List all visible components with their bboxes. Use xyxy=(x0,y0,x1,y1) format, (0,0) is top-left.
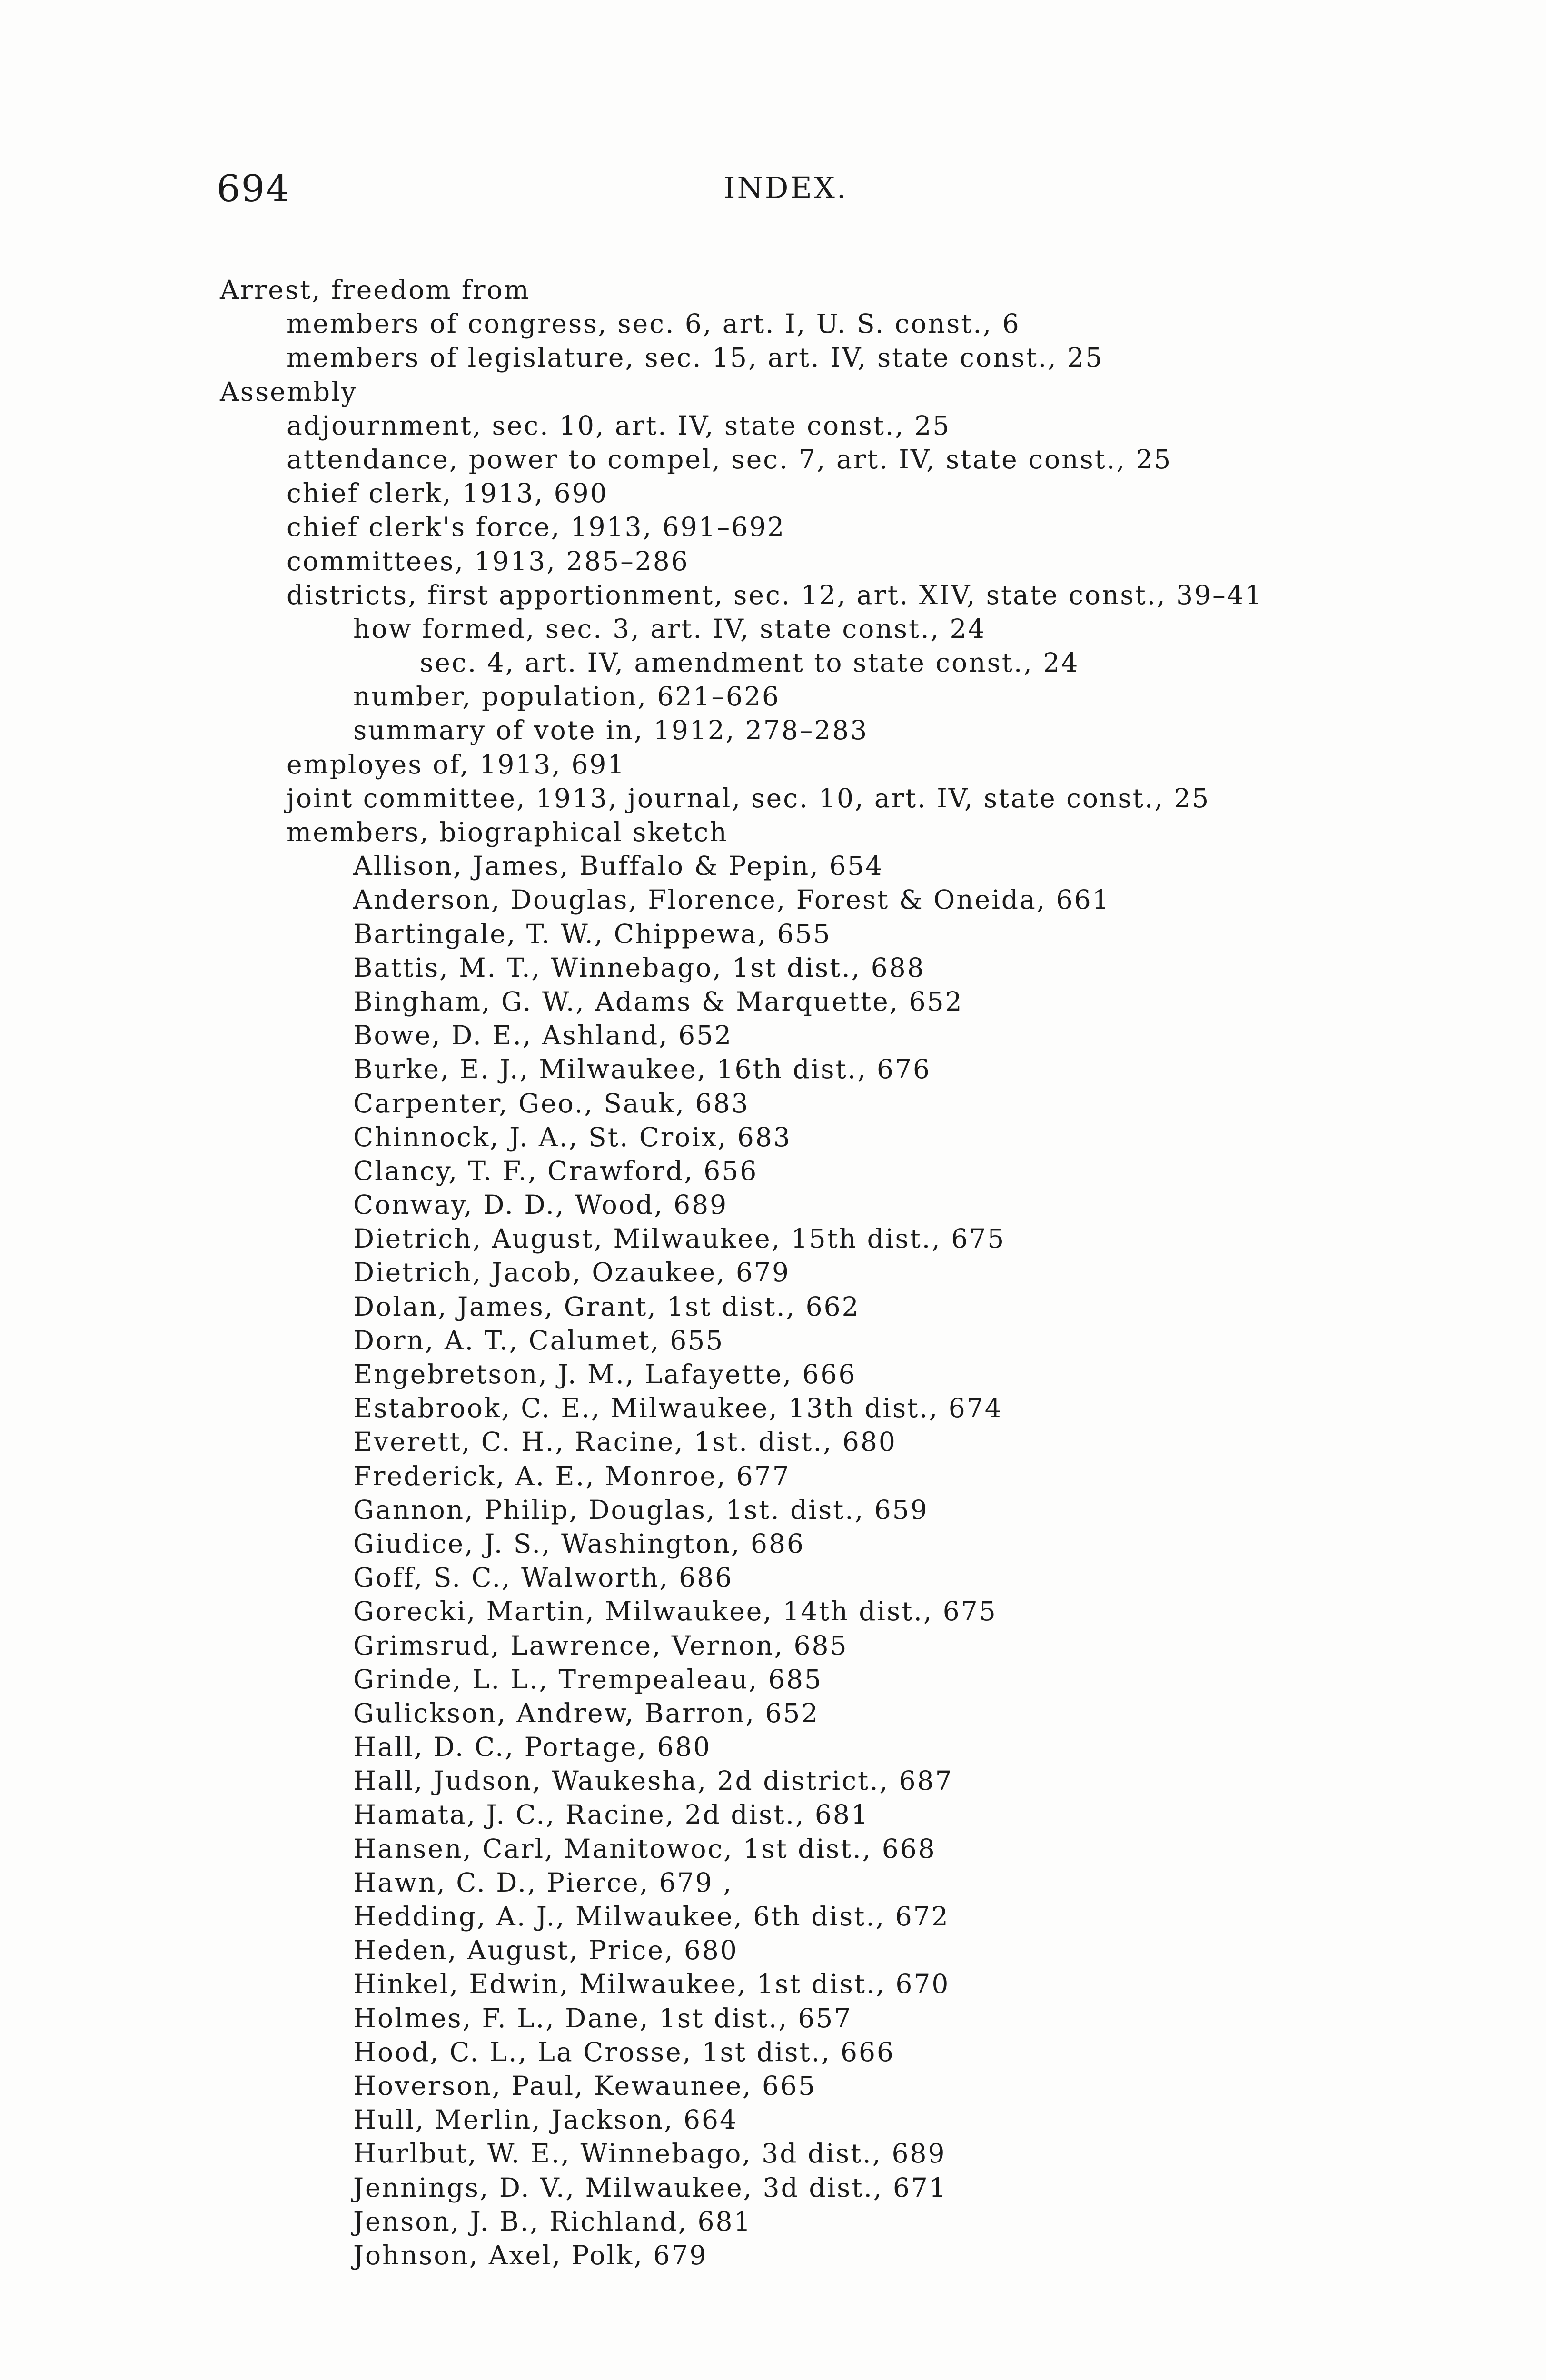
index-entry: districts, first apportionment, sec. 12, art. XIV, state const., 39–41 xyxy=(287,579,1263,610)
index-entry: members, biographical sketch xyxy=(287,817,728,847)
index-entry: Hamata, J. C., Racine, 2d dist., 681 xyxy=(353,1799,869,1830)
index-entry: Battis, M. T., Winnebago, 1st dist., 688 xyxy=(353,952,925,983)
index-entry: Hawn, C. D., Pierce, 679 , xyxy=(353,1867,733,1898)
index-entry: committees, 1913, 285–286 xyxy=(287,545,689,576)
index-entry: Estabrook, C. E., Milwaukee, 13th dist., 674 xyxy=(353,1393,1003,1424)
index-entry: joint committee, 1913, journal, sec. 10, art. IV, state const., 25 xyxy=(287,783,1210,813)
index-entry: Burke, E. J., Milwaukee, 16th dist., 676 xyxy=(353,1054,932,1085)
index-entry: Heden, August, Price, 680 xyxy=(353,1935,738,1966)
running-head: INDEX. xyxy=(723,170,848,205)
index-entry: Everett, C. H., Racine, 1st. dist., 680 xyxy=(353,1427,897,1458)
index-entry: Hansen, Carl, Manitowoc, 1st dist., 668 xyxy=(353,1833,936,1864)
index-entry: Hoverson, Paul, Kewaunee, 665 xyxy=(353,2070,816,2101)
index-entry: Hedding, A. J., Milwaukee, 6th dist., 672 xyxy=(353,1901,950,1932)
index-entry: Johnson, Axel, Polk, 679 xyxy=(353,2240,708,2271)
index-entry: Allison, James, Buffalo & Pepin, 654 xyxy=(353,851,884,882)
index-entry: Bingham, G. W., Adams & Marquette, 652 xyxy=(353,986,963,1017)
index-entry: Gorecki, Martin, Milwaukee, 14th dist., 675 xyxy=(353,1596,997,1627)
index-entry: chief clerk's force, 1913, 691–692 xyxy=(287,512,786,543)
index-entry: members of congress, sec. 6, art. I, U. S. const., 6 xyxy=(287,308,1021,339)
index-entry: sec. 4, art. IV, amendment to state const., 24 xyxy=(420,647,1080,678)
index-entry: adjournment, sec. 10, art. IV, state const., 25 xyxy=(287,410,951,441)
index-entry: attendance, power to compel, sec. 7, art. IV, state const., 25 xyxy=(287,444,1172,475)
index-entry: Chinnock, J. A., St. Croix, 683 xyxy=(353,1121,792,1152)
index-entry: Hinkel, Edwin, Milwaukee, 1st dist., 670 xyxy=(353,1969,950,2000)
index-entry: Gulickson, Andrew, Barron, 652 xyxy=(353,1697,820,1728)
index-entry: Frederick, A. E., Monroe, 677 xyxy=(353,1460,791,1491)
index-entry: Hall, D. C., Portage, 680 xyxy=(353,1732,712,1763)
page-number: 694 xyxy=(217,168,290,210)
index-entry: Hall, Judson, Waukesha, 2d district., 687 xyxy=(353,1765,953,1796)
index-entry: number, population, 621–626 xyxy=(353,681,780,712)
index-entry: Grinde, L. L., Trempealeau, 685 xyxy=(353,1664,823,1695)
index-entry: Carpenter, Geo., Sauk, 683 xyxy=(353,1088,750,1119)
index-entry: Assembly xyxy=(220,376,357,407)
index-entry: chief clerk, 1913, 690 xyxy=(287,478,608,509)
index-entry: employes of, 1913, 691 xyxy=(287,749,626,780)
index-list xyxy=(220,273,1315,2272)
index-entry: Holmes, F. L., Dane, 1st dist., 657 xyxy=(353,2003,852,2033)
index-entry: Hurlbut, W. E., Winnebago, 3d dist., 689 xyxy=(353,2138,946,2169)
index-entry: summary of vote in, 1912, 278–283 xyxy=(353,715,869,746)
index-entry: members of legislature, sec. 15, art. IV, state const., 25 xyxy=(287,342,1104,373)
index-entry: Bartingale, T. W., Chippewa, 655 xyxy=(353,918,832,949)
index-entry: Giudice, J. S., Washington, 686 xyxy=(353,1528,805,1559)
index-entry: Clancy, T. F., Crawford, 656 xyxy=(353,1155,758,1186)
index-entry: Hull, Merlin, Jackson, 664 xyxy=(353,2104,738,2135)
index-entry: Bowe, D. E., Ashland, 652 xyxy=(353,1020,733,1051)
index-entry: Arrest, freedom from xyxy=(220,275,530,305)
index-entry: how formed, sec. 3, art. IV, state const., 24 xyxy=(353,613,986,644)
index-entry: Hood, C. L., La Crosse, 1st dist., 666 xyxy=(353,2036,895,2067)
index-entry: Grimsrud, Lawrence, Vernon, 685 xyxy=(353,1630,848,1661)
index-entry: Dietrich, Jacob, Ozaukee, 679 xyxy=(353,1257,790,1288)
index-entry: Conway, D. D., Wood, 689 xyxy=(353,1190,728,1220)
index-entry: Jenson, J. B., Richland, 681 xyxy=(353,2206,752,2237)
index-entry: Dietrich, August, Milwaukee, 15th dist., 675 xyxy=(353,1223,1006,1254)
index-entry: Anderson, Douglas, Florence, Forest & Oneida, 661 xyxy=(353,884,1110,915)
index-entry: Goff, S. C., Walworth, 686 xyxy=(353,1562,733,1593)
index-entry: Jennings, D. V., Milwaukee, 3d dist., 671 xyxy=(353,2172,947,2203)
index-entry: Gannon, Philip, Douglas, 1st. dist., 659 xyxy=(353,1494,929,1525)
index-entry: Dolan, James, Grant, 1st dist., 662 xyxy=(353,1291,860,1322)
index-entry: Engebretson, J. M., Lafayette, 666 xyxy=(353,1359,857,1389)
index-entry: Dorn, A. T., Calumet, 655 xyxy=(353,1325,724,1356)
page-header xyxy=(217,168,1311,220)
